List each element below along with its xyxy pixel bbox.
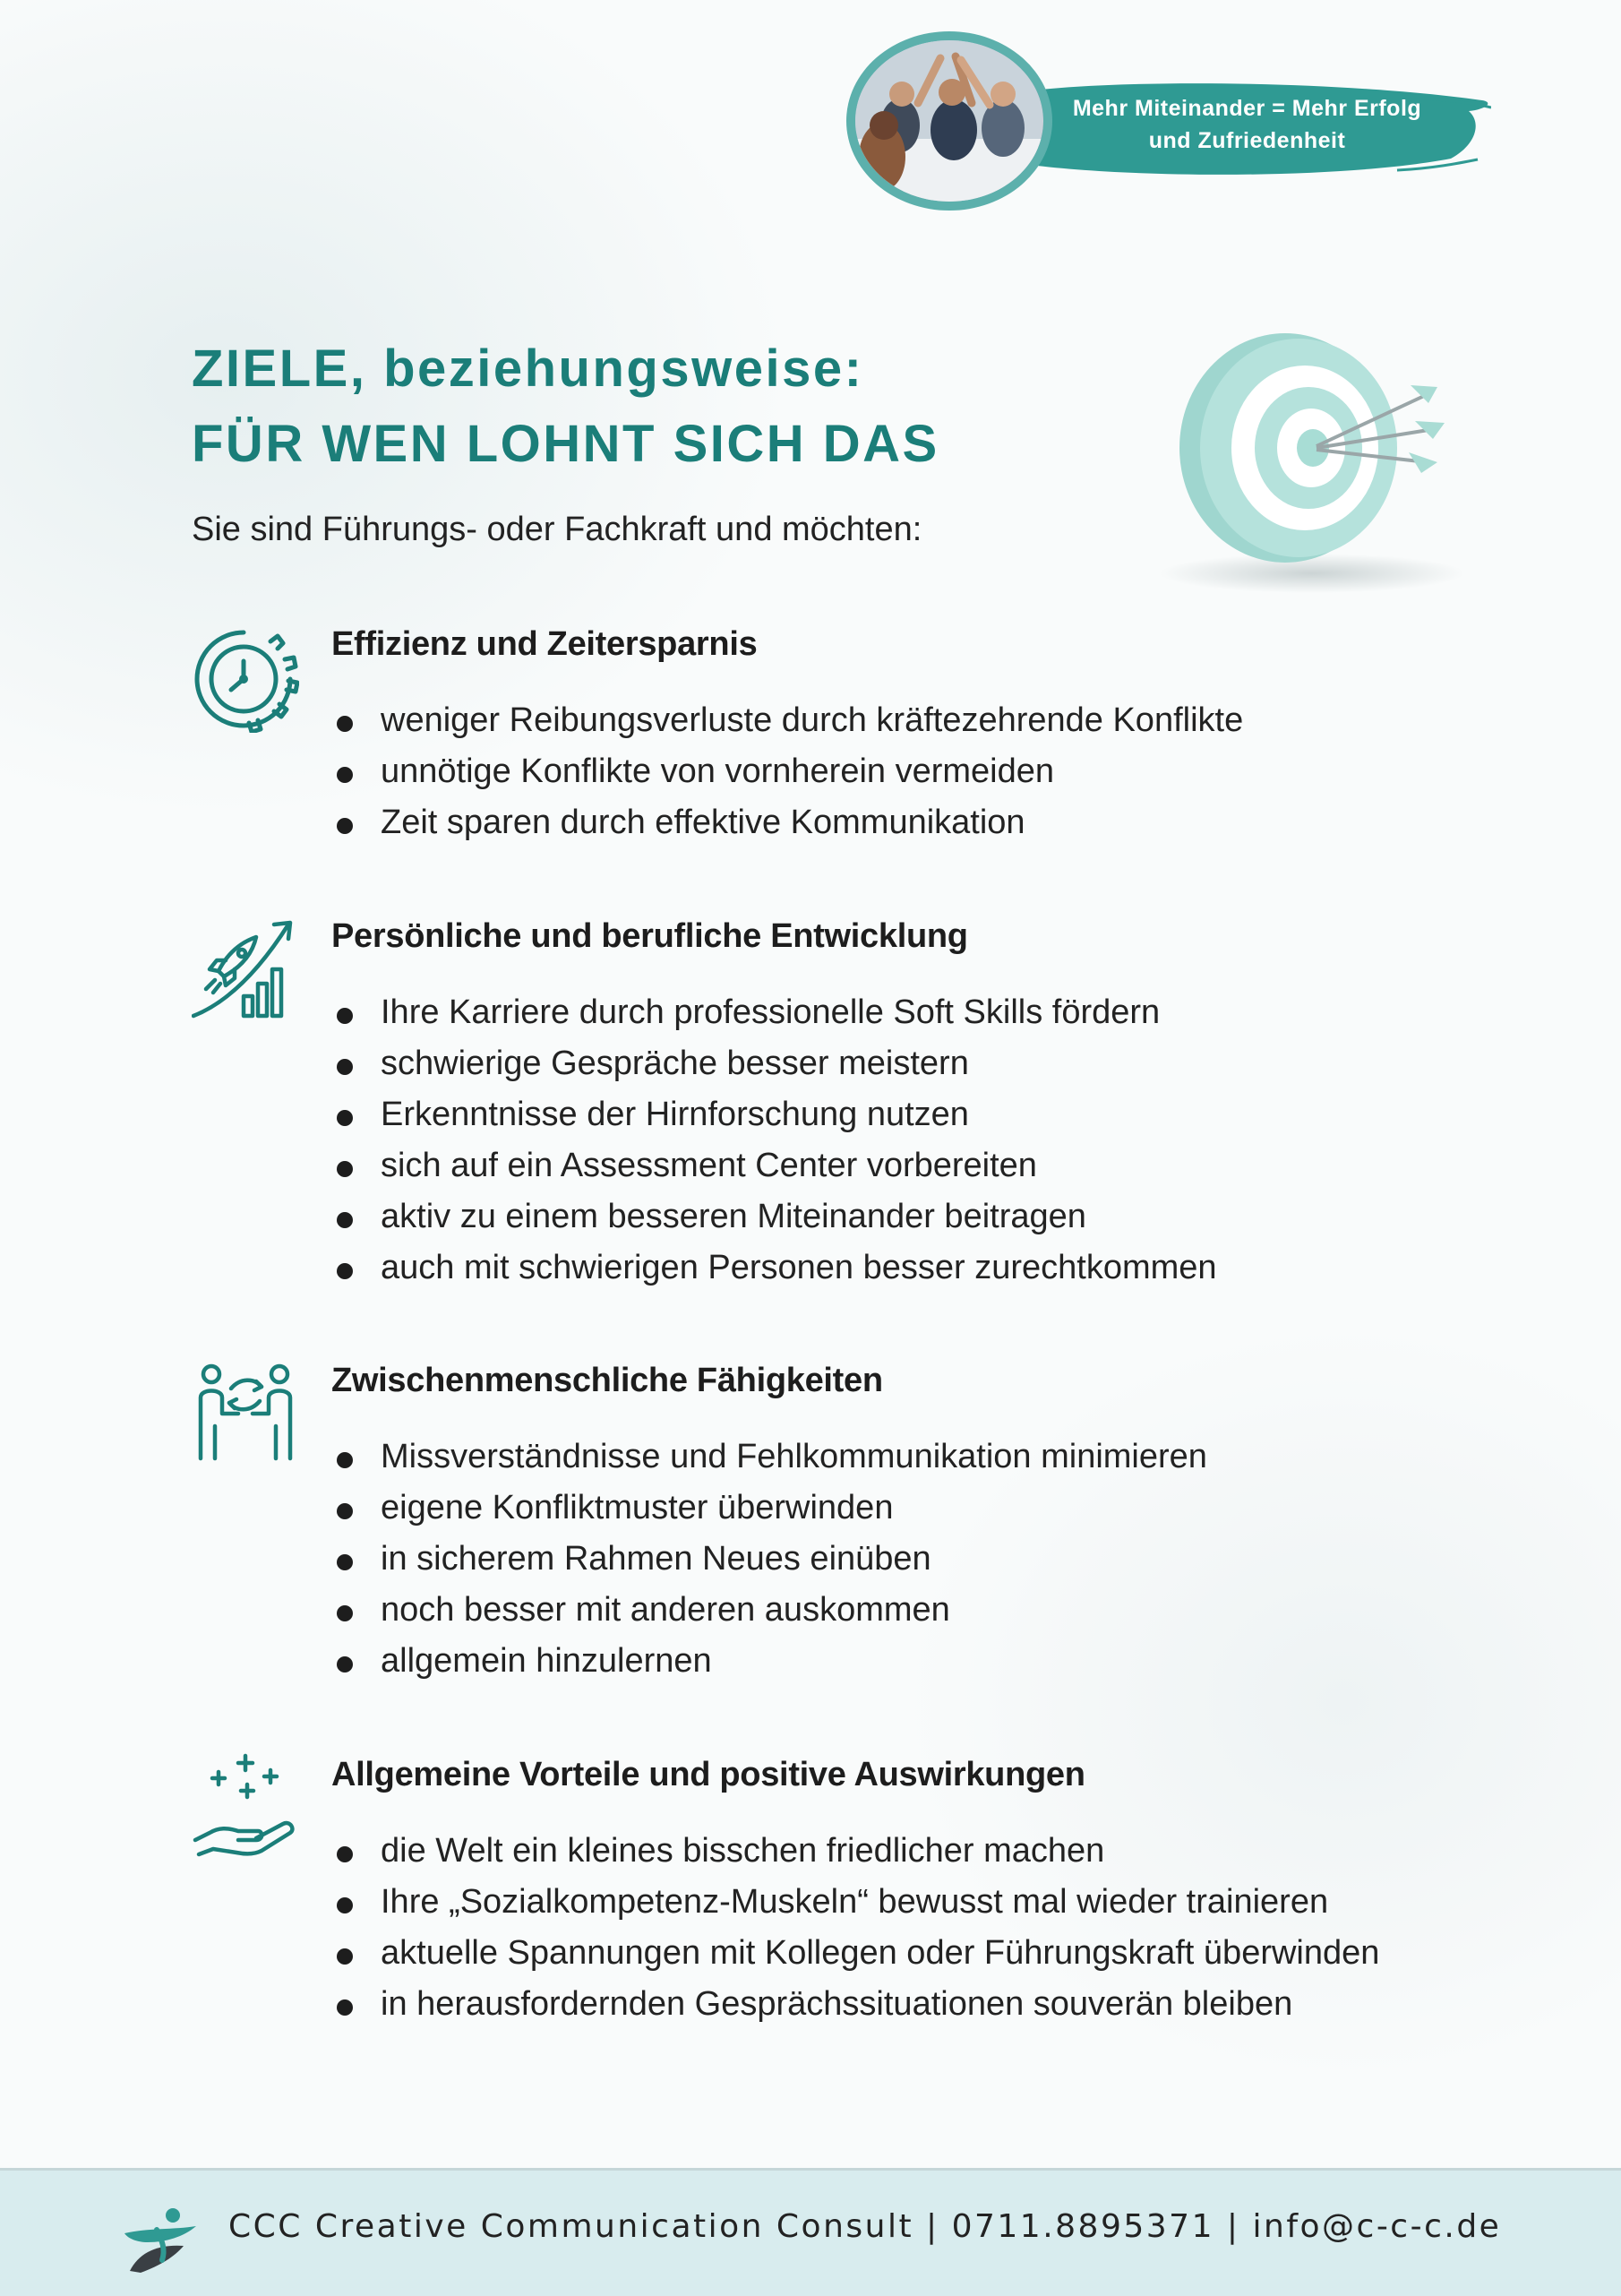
- footer-contact: CCC Creative Communication Consult | 0711.8895371 | info@c-c-c.de: [228, 2208, 1502, 2245]
- clock-gear-icon: [192, 625, 299, 733]
- badge-slogan: [1034, 92, 1460, 157]
- section-general-benefits: [188, 1756, 1531, 2051]
- company-logo: [121, 2206, 202, 2278]
- list-item: noch besser mit anderen auskommen: [331, 1585, 1207, 1636]
- intro-text: Sie sind Führungs- oder Fachkraft und möchten:: [192, 511, 922, 548]
- section-efficiency: [188, 625, 1531, 858]
- list-item: aktuelle Spannungen mit Kollegen oder Führungskraft überwinden: [331, 1928, 1379, 1979]
- list-item: sich auf ein Assessment Center vorbereiten: [331, 1140, 1217, 1191]
- section-heading: Allgemeine Vorteile und positive Auswirkungen: [331, 1756, 1085, 1793]
- team-photo: [846, 31, 1052, 211]
- list-item: weniger Reibungsverluste durch kräftezehrende Konflikte: [331, 695, 1243, 746]
- list-item: auch mit schwierigen Personen besser zurechtkommen: [331, 1243, 1217, 1294]
- bullet-list: [331, 695, 1243, 848]
- section-heading: Zwischenmenschliche Fähigkeiten: [331, 1362, 883, 1399]
- list-item: Zeit sparen durch effektive Kommunikation: [331, 797, 1243, 848]
- list-item: Ihre Karriere durch professionelle Soft Skills fördern: [331, 987, 1217, 1038]
- section-heading: Effizienz und Zeitersparnis: [331, 625, 758, 663]
- badge-line-1: Mehr Miteinander = Mehr Erfolg: [1072, 96, 1422, 121]
- badge-line-2: und Zufriedenheit: [1148, 128, 1346, 153]
- header-badge: [846, 31, 1554, 215]
- list-item: in sicherem Rahmen Neues einüben: [331, 1534, 1207, 1585]
- bullet-list: [331, 987, 1217, 1294]
- list-item: Erkenntnisse der Hirnforschung nutzen: [331, 1089, 1217, 1140]
- list-item: aktiv zu einem besseren Miteinander beitragen: [331, 1191, 1217, 1243]
- list-item: eigene Konfliktmuster überwinden: [331, 1483, 1207, 1534]
- footer: [0, 2168, 1621, 2296]
- list-item: unnötige Konflikte von vornherein vermeiden: [331, 746, 1243, 797]
- people-exchange-icon: [192, 1362, 299, 1469]
- list-item: Ihre „Sozialkompetenz-Muskeln“ bewusst mal wieder trainieren: [331, 1877, 1379, 1928]
- title-line-2: FÜR WEN LOHNT SICH DAS: [192, 415, 939, 473]
- list-item: die Welt ein kleines bisschen friedlicher machen: [331, 1826, 1379, 1877]
- title-line-1: ZIELE, beziehungsweise:: [192, 340, 864, 398]
- section-interpersonal: [188, 1362, 1531, 1702]
- list-item: in herausfordernden Gesprächssituationen souverän bleiben: [331, 1979, 1379, 2030]
- bullet-list: [331, 1826, 1379, 2030]
- section-development: [188, 917, 1531, 1303]
- list-item: allgemein hinzulernen: [331, 1636, 1207, 1687]
- bullet-list: [331, 1432, 1207, 1687]
- list-item: schwierige Gespräche besser meistern: [331, 1038, 1217, 1089]
- section-heading: Persönliche und berufliche Entwicklung: [331, 917, 968, 955]
- page-title: [192, 331, 939, 482]
- rocket-growth-icon: [192, 917, 299, 1025]
- list-item: Missverständnisse und Fehlkommunikation minimieren: [331, 1432, 1207, 1483]
- target-arrows-icon: [1070, 287, 1518, 623]
- hand-sparkles-icon: [192, 1752, 299, 1860]
